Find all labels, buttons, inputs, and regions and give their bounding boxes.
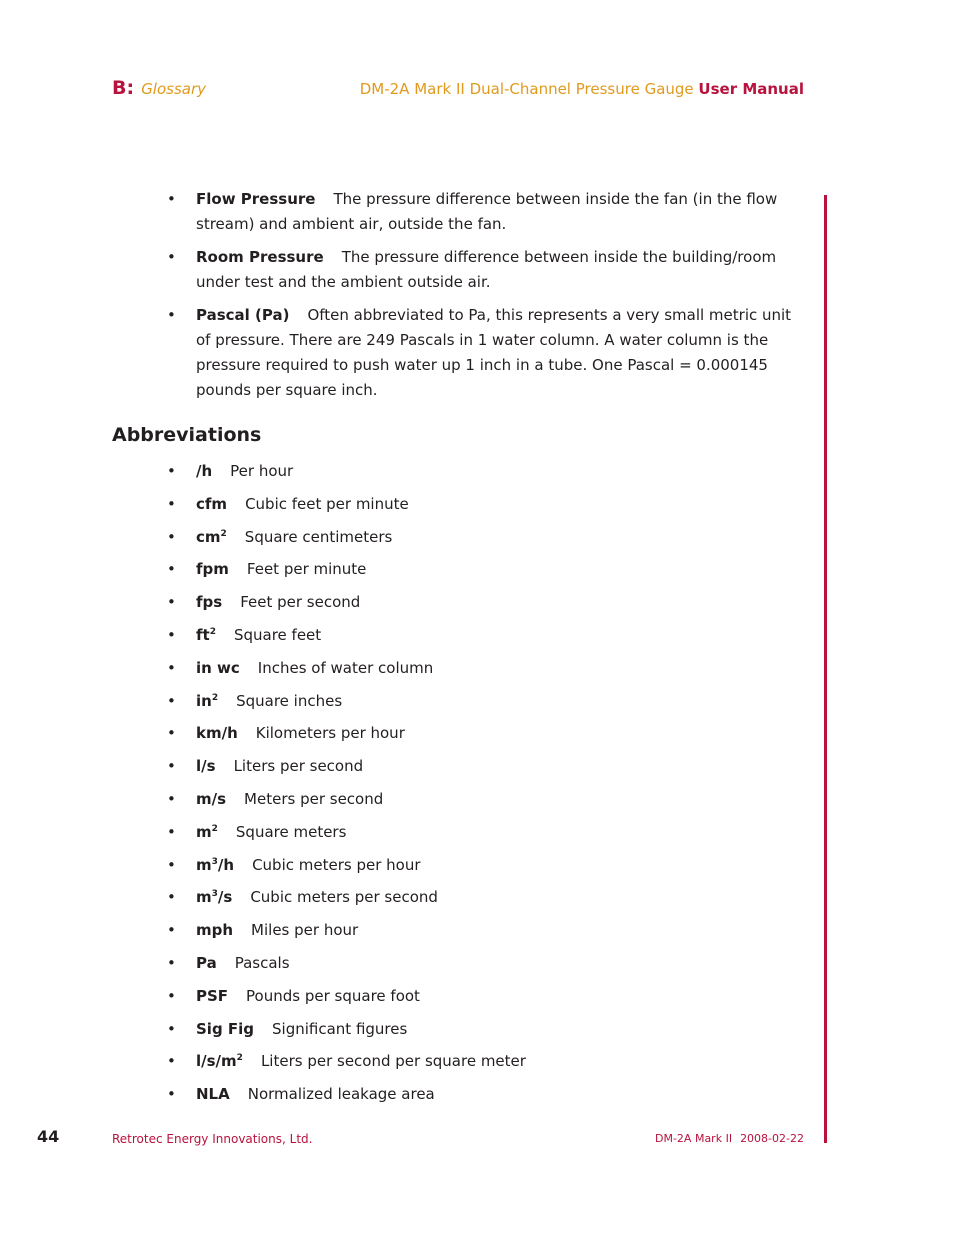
page-header-left [112, 77, 206, 99]
abbreviation-term-base: ft [196, 625, 210, 644]
abbreviation-term [196, 528, 227, 546]
bullet-icon: • [167, 494, 176, 513]
abbreviation-term-base: l/s [196, 757, 216, 776]
abbreviation-term [196, 790, 226, 808]
abbreviation-term-base: mph [196, 921, 234, 940]
footer-model: DM-2A Mark II [655, 1132, 733, 1145]
abbreviation-term [196, 626, 216, 644]
bullet-icon: • [167, 248, 176, 266]
abbreviation-meaning: Square centimeters [244, 527, 393, 546]
abbreviation-list [167, 459, 526, 1115]
abbreviation-meaning: Square inches [236, 691, 343, 710]
definition-text: Often abbreviated to Pa, this represents a very small metric unit of pressure. There are 249 Pascals in 1 water column. A water column is the pressure required to push water up 1 inch in a tube. One Pascal = 0.000145 pounds per square inch. [196, 306, 792, 399]
abbreviation-meaning: Significant figures [272, 1019, 408, 1038]
abbreviation-term-base: l/s/m [196, 1052, 237, 1071]
bullet-icon: • [167, 625, 176, 644]
page-header-right [360, 80, 804, 98]
abbreviation-meaning: Pounds per square foot [246, 986, 420, 1005]
abbreviation-term [196, 724, 238, 742]
abbreviation-term [196, 856, 234, 874]
bullet-icon: • [167, 789, 176, 808]
abbreviation-meaning: Cubic meters per second [250, 888, 438, 907]
abbreviation-term [196, 495, 227, 513]
abbreviation-item [167, 1017, 526, 1050]
definition-text: The pressure difference between inside the building/room under test and the ambient outside air. [196, 248, 777, 291]
abbreviation-meaning: Square feet [233, 625, 322, 644]
abbreviation-term-superscript: 2 [220, 528, 227, 539]
bullet-icon: • [167, 1052, 176, 1071]
abbreviation-meaning: Inches of water column [257, 658, 434, 677]
abbreviation-item [167, 590, 526, 623]
abbreviation-term [196, 954, 217, 972]
abbreviation-item [167, 787, 526, 820]
margin-rule [824, 195, 827, 1143]
bullet-icon: • [167, 658, 176, 677]
abbreviation-term-base: fpm [196, 560, 229, 579]
definition-term: Flow Pressure [196, 190, 316, 208]
abbreviation-term-superscript: 3 [211, 856, 218, 867]
abbreviation-term [196, 1085, 230, 1103]
abbreviation-term-suffix: /h [217, 855, 235, 874]
abbreviation-item [167, 525, 526, 558]
abbreviation-term-base: m [196, 855, 212, 874]
bullet-icon: • [167, 986, 176, 1005]
document-type: User Manual [698, 80, 804, 98]
abbreviations-heading: Abbreviations [112, 424, 262, 446]
bullet-icon: • [167, 560, 176, 579]
abbreviation-term [196, 757, 216, 775]
abbreviation-item [167, 1082, 526, 1115]
abbreviation-term [196, 1052, 243, 1070]
abbreviation-item [167, 557, 526, 590]
abbreviation-term-base: m [196, 888, 212, 907]
abbreviation-term-superscript: 2 [236, 1053, 243, 1064]
definition-item [167, 245, 806, 295]
bullet-icon: • [167, 855, 176, 874]
abbreviation-term [196, 692, 218, 710]
abbreviation-item [167, 853, 526, 886]
abbreviation-term [196, 921, 233, 939]
abbreviation-item [167, 1049, 526, 1082]
abbreviation-meaning: Cubic meters per hour [252, 855, 421, 874]
abbreviation-meaning: Liters per second per square meter [260, 1052, 526, 1071]
abbreviation-term-base: /h [196, 462, 213, 480]
bullet-icon: • [167, 306, 176, 324]
abbreviation-term-superscript: 2 [211, 823, 218, 834]
definition-term: Room Pressure [196, 248, 324, 266]
abbreviation-item [167, 885, 526, 918]
abbreviation-term [196, 888, 232, 906]
abbreviation-term-base: m/s [196, 789, 227, 808]
abbreviation-term [196, 462, 212, 480]
bullet-icon: • [167, 190, 176, 208]
abbreviation-item [167, 492, 526, 525]
bullet-icon: • [167, 593, 176, 612]
abbreviation-item [167, 820, 526, 853]
footer-company: Retrotec Energy Innovations, Ltd. [112, 1132, 313, 1146]
bullet-icon: • [167, 724, 176, 743]
abbreviation-meaning: Feet per second [240, 593, 361, 612]
abbreviation-term [196, 560, 229, 578]
abbreviation-item [167, 689, 526, 722]
abbreviation-term-base: Pa [196, 953, 217, 972]
abbreviation-term-suffix: /s [217, 888, 233, 907]
abbreviation-meaning: Kilometers per hour [255, 724, 405, 743]
abbreviation-meaning: Cubic feet per minute [245, 494, 409, 513]
footer-doc-info [655, 1132, 804, 1145]
abbreviation-meaning: Per hour [230, 462, 294, 480]
abbreviation-meaning: Liters per second [233, 757, 364, 776]
abbreviation-item [167, 754, 526, 787]
bullet-icon: • [167, 1085, 176, 1104]
section-name: Glossary [141, 80, 207, 98]
abbreviation-item [167, 623, 526, 656]
bullet-icon: • [167, 921, 176, 940]
bullet-icon: • [167, 888, 176, 907]
abbreviation-term-base: PSF [196, 986, 229, 1005]
abbreviation-item [167, 656, 526, 689]
abbreviation-item [167, 459, 526, 492]
abbreviation-term [196, 823, 218, 841]
bullet-icon: • [167, 462, 176, 480]
abbreviation-item [167, 984, 526, 1017]
abbreviation-term-base: NLA [196, 1085, 230, 1104]
abbreviation-term-superscript: 2 [209, 626, 216, 637]
definition-item [167, 303, 806, 403]
abbreviation-term-base: cm [196, 527, 221, 546]
abbreviation-term-base: Sig Fig [196, 1019, 255, 1038]
abbreviation-term [196, 593, 222, 611]
bullet-icon: • [167, 822, 176, 841]
abbreviation-meaning: Miles per hour [251, 921, 359, 940]
abbreviation-item [167, 721, 526, 754]
definition-item [167, 187, 806, 237]
abbreviation-meaning: Feet per minute [246, 560, 367, 579]
definition-list [167, 187, 806, 411]
abbreviation-item [167, 918, 526, 951]
bullet-icon: • [167, 1019, 176, 1038]
document-title: DM-2A Mark II Dual-Channel Pressure Gauge [359, 80, 694, 98]
definition-term: Pascal (Pa) [196, 306, 290, 324]
abbreviation-term-base: m [196, 822, 212, 841]
footer-date: 2008-02-22 [740, 1132, 804, 1145]
abbreviation-meaning: Square meters [235, 822, 347, 841]
abbreviation-term [196, 1020, 254, 1038]
abbreviation-term [196, 987, 228, 1005]
abbreviation-term-base: fps [196, 593, 223, 612]
page-number: 44 [37, 1127, 60, 1146]
abbreviation-meaning: Meters per second [244, 789, 384, 808]
abbreviation-term-base: cfm [196, 494, 228, 513]
bullet-icon: • [167, 953, 176, 972]
abbreviation-term-superscript: 3 [211, 889, 218, 900]
bullet-icon: • [167, 527, 176, 546]
abbreviation-item [167, 951, 526, 984]
abbreviation-meaning: Normalized leakage area [247, 1085, 435, 1104]
abbreviation-term-base: km/h [196, 724, 238, 743]
abbreviation-term-base: in wc [196, 658, 240, 677]
bullet-icon: • [167, 691, 176, 710]
appendix-letter: B: [112, 77, 135, 99]
bullet-icon: • [167, 757, 176, 776]
abbreviation-meaning: Pascals [234, 953, 290, 972]
abbreviation-term [196, 659, 240, 677]
abbreviation-term-superscript: 2 [211, 692, 219, 703]
definition-text: The pressure difference between inside the fan (in the flow stream) and ambient air, outside the fan. [196, 190, 778, 233]
abbreviation-term-base: in [196, 691, 212, 710]
